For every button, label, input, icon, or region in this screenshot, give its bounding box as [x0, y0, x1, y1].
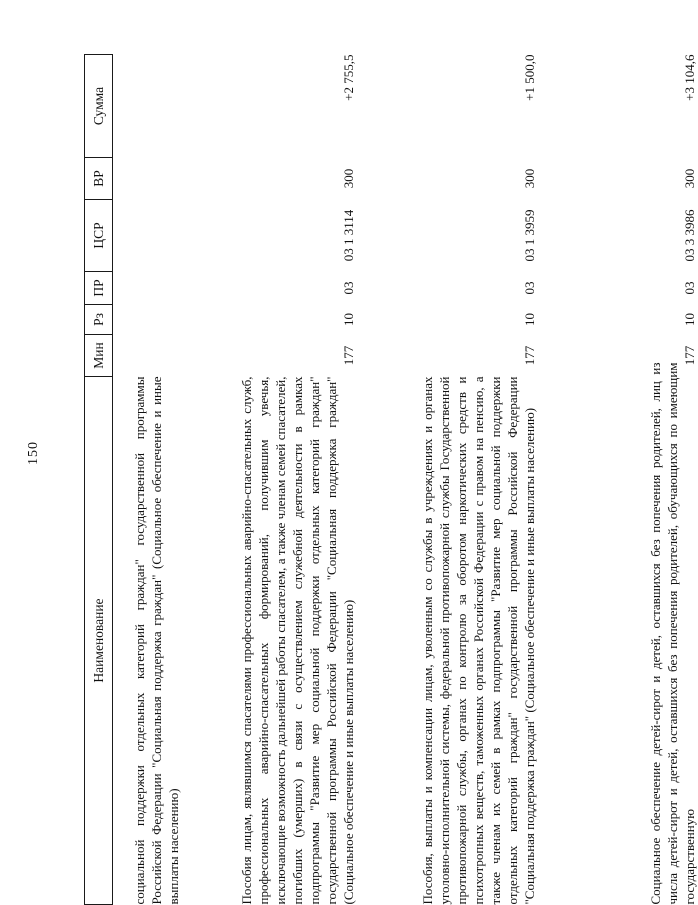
row-name-text: Социальное обеспечение детей-сирот и детей, оставшихся без попечения родителей, лиц из числа детей-сирот и детей, оставшихся без попечения родителей, обучающихся по имеющим государственную	[647, 362, 697, 905]
pr-cell: 03	[340, 281, 356, 295]
row-name-text: Пособия, выплаты и компенсации лицам, уволенным со службы в учреждениях и органах уголовно-исполнительной системы, федеральной противопожарной службы Государственной противопожарной службы, органах по контролю за оборотом наркотических средств и психотропных веществ, таможенных органах Российской Федерации с правом на пенсию, а также членам их семей в рамках подпрограммы "Развитие мер социальной поддержки отдельных категорий граждан" государственной программы Российской Федерации "Социальная поддержка граждан" (Социальное обеспечение и иные выплаты населению)	[419, 376, 537, 905]
column-header-name: Наименование	[85, 377, 113, 905]
budget-table	[84, 54, 698, 905]
column-header-min: Мин	[85, 335, 113, 377]
rz-cell	[113, 305, 182, 335]
column-header-vr: ВР	[85, 158, 113, 200]
sum-cell: +1 500,0	[521, 54, 537, 101]
column-header-summa: Сумма	[85, 55, 113, 158]
rz-cell: 10	[681, 313, 697, 326]
vr-cell: 300	[521, 168, 537, 189]
min-cell: 177	[340, 345, 356, 366]
sum-cell: +2 755,5	[340, 54, 356, 101]
name-cell	[113, 377, 182, 905]
min-cell	[113, 335, 182, 377]
table-row	[113, 55, 182, 905]
pr-cell: 03	[681, 281, 697, 295]
vr-cell	[113, 158, 182, 200]
table-row	[357, 55, 538, 905]
min-cell: 177	[521, 345, 537, 366]
pr-cell: 03	[521, 281, 537, 295]
rotated-sheet	[20, 54, 697, 905]
sum-cell	[113, 55, 182, 158]
csr-cell: 03 1 3114	[340, 209, 356, 262]
rz-cell: 10	[521, 313, 537, 326]
pr-cell	[113, 272, 182, 305]
name-cell	[538, 362, 698, 905]
column-header-pr: ПР	[85, 272, 113, 305]
vr-cell: 300	[340, 168, 356, 189]
name-cell	[357, 377, 538, 905]
header-row	[85, 55, 113, 905]
column-header-csr: ЦСР	[85, 200, 113, 272]
sum-cell: +3 104,6	[681, 54, 697, 101]
vr-cell: 300	[681, 168, 697, 189]
page-number: 150	[26, 441, 41, 465]
csr-cell: 03 3 3986	[681, 209, 697, 262]
row-name-text: социальной поддержки отдельных категорий граждан" государственной программы Российской Федерации "Социальная поддержка граждан" (Социальное обеспечение и иные выплаты населению)	[131, 376, 181, 905]
name-cell	[182, 377, 357, 905]
csr-cell	[113, 200, 182, 272]
table-row	[182, 55, 357, 905]
row-name-text: Пособия лицам, являвшимся спасателями профессиональных аварийно-спасательных служб, профессиональных аварийно-спасательных формирований, получившим увечья, исключающие возможность дальнейшей работы спасателем, а также членам семей спасателей, погибших (умерших) в связи с осуществлением служебной деятельности в рамках подпрограммы "Развитие мер социальной поддержки отдельных категорий граждан" государственной программы Российской Федерации "Социальная поддержка граждан" (Социальное обеспечение и иные выплаты населению)	[238, 376, 356, 905]
csr-cell: 03 1 3959	[521, 209, 537, 262]
min-cell: 177	[681, 345, 697, 366]
column-header-rz: Рз	[85, 305, 113, 335]
rz-cell: 10	[340, 313, 356, 326]
table-row	[538, 55, 698, 905]
